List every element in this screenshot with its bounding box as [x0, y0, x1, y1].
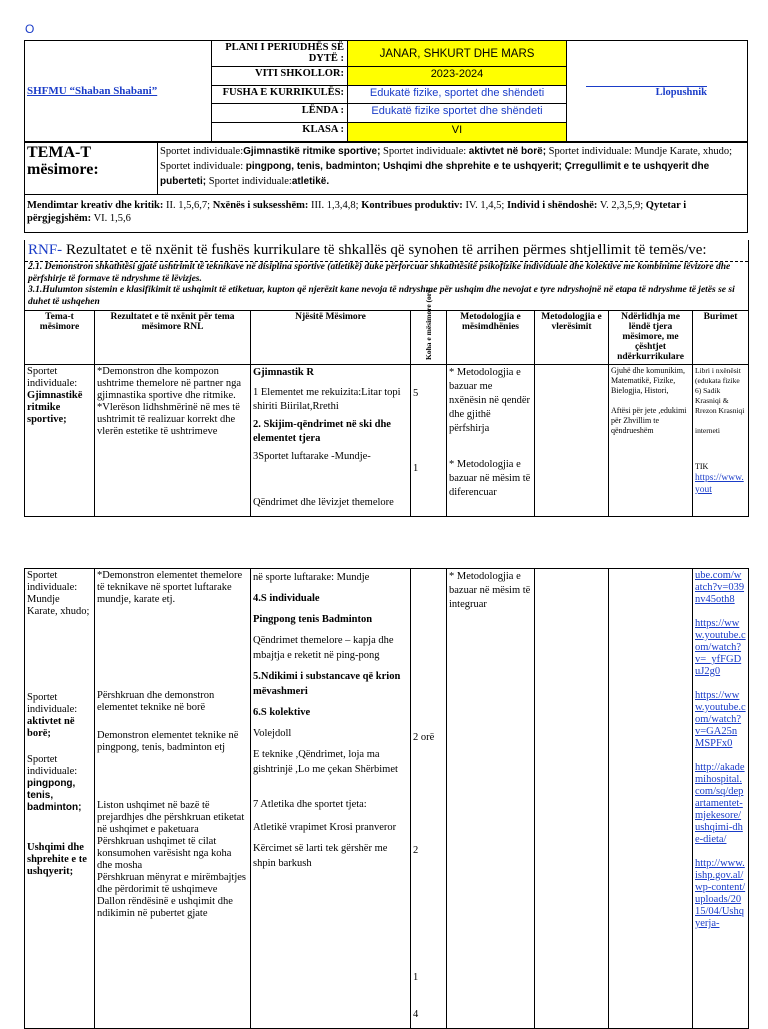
outcome-cell: *Demonstron dhe kompozon ushtrime themelore në partner nga gjimnastika sportive dhe ritmike. *Vlerëson lidhshmërinë në mes të ushtrimit të realizuar korrekt dhe vlerën estetike të ushtrimeve: [95, 365, 251, 517]
unit-2: 1 Elementet me rekuizita:Litar topi shiriti Biirilat,Rrethi: [253, 387, 401, 412]
resource-internet: interneti: [695, 426, 720, 435]
resource-link-1[interactable]: ube.com/watch?v=039nv45oth8: [695, 570, 745, 605]
unit-2-5: 6.S kolektive: [253, 707, 311, 718]
theme-cell: [25, 569, 95, 1029]
header-table: [24, 40, 748, 142]
hours-2: 1: [413, 463, 419, 474]
year-value: 2023-2024: [348, 67, 567, 86]
theme-cell: [25, 365, 95, 517]
teaching-method-cell: [447, 569, 535, 1029]
year-label: VITI SHKOLLOR:: [212, 67, 348, 86]
resource-link-5[interactable]: http://www.ishp.gov.al/wp-content/uploads/2015/04/Ushqyerja-: [695, 858, 746, 929]
rnf-result-1: 2.1. Demonstron shkathtësi gjatë ushtrimit të teknikave në disiplina sportive (atletikë) duke përforcuar shkathtësitë psikofizike individuale dhe kolektive me kombinime lëvizore dhe përfshirje të formave të ndryshme të lëvizjes.: [28, 262, 731, 284]
comp-3-label: Kontribues produktiv:: [361, 200, 463, 211]
col-header-themes: Tema-t mësimore: [25, 311, 95, 365]
col-header-outcomes: Rezultatet e të nxënit për tema mësimore RNL: [95, 311, 251, 365]
assessment-cell: [535, 569, 609, 1029]
outcome-cell: [95, 569, 251, 1029]
table-row: [25, 365, 749, 517]
rnf-prefix: RNF-: [28, 242, 63, 258]
topic-1: Sportet individuale:: [160, 146, 244, 157]
unit-2-6: Volejdoll: [253, 728, 292, 739]
topic-5-bold: atletikë.: [291, 176, 330, 187]
cross-links-1: Gjuhë dhe komunikim, Matematikë, Fizike, Bielogjia, Histori,: [611, 366, 685, 395]
theme-2-1: Sportet individuale: Mundje Karate, xhudo;: [27, 570, 90, 617]
theme-2-2-name: aktivtet në borë;: [27, 716, 75, 739]
cross-links-cell: [609, 569, 693, 1029]
resources-cell: [693, 365, 749, 517]
location-link[interactable]: Llopushnik: [586, 86, 707, 98]
theme-2-2-label: Sportet individuale:: [27, 692, 78, 715]
plan-table-page2: [24, 568, 749, 1029]
units-cell: [251, 569, 411, 1029]
col-header-teaching-method: Metodologjia e mësimdhënies: [447, 311, 535, 365]
unit-2-10: Kërcimet së larti tek gërshër me shpin barkush: [253, 843, 388, 869]
comp-2-value: III. 1,3,4,8;: [311, 200, 359, 211]
unit-5: Qëndrimet dhe lëvizjet themelore: [253, 497, 394, 508]
topic-1-bold: Gjimnastikë ritmike sportive;: [243, 146, 381, 157]
rnf-result-2: 3.1.Hulumton sistemin e klasifikimit të ushqimit të etiketuar, kupton që njerëzit kane nevoja të ndryshme për ushqim dhe nevojat e tyre ndryshojnë në etapa të ndryshme të jetës se si duhet të ushqehen: [28, 285, 735, 307]
plan-value: JANAR, SHKURT DHE MARS: [348, 41, 567, 67]
rnf-text: Rezultatet e të nxënit të fushës kurrikulare të shkallës që synohen të arrihen përmes shtjellimit të temës/ve:: [65, 242, 707, 258]
theme-2-4-name: Ushqimi dhe shprehite e te ushqyerit;: [27, 842, 87, 877]
comp-5-label: Qytetar i përgjegjshëm:: [27, 200, 687, 224]
topics-label: TEMA-T mësimore:: [27, 144, 99, 178]
subject-label: LËNDA :: [212, 104, 348, 123]
unit-2-3: Qëndrimet themelore – kapja dhe mbajtja e reketit në ping-pong: [253, 635, 394, 661]
resource-link-3[interactable]: https://www.youtube.com/watch?v=GA25nMSPFx0: [695, 690, 746, 749]
comp-1-label: Mendimtar kreativ dhe kritik:: [27, 200, 164, 211]
plan-label: PLANI I PERIUDHËS SË DYTË :: [212, 41, 348, 67]
cross-links-cell: [609, 365, 693, 517]
class-label: KLASA :: [212, 123, 348, 142]
corner-mark: O: [25, 22, 35, 36]
comp-3-value: IV. 1,4,5;: [465, 200, 505, 211]
unit-2-4: 5.Ndikimi i substancave që krion mëvashmeri: [253, 671, 401, 697]
outcome-2-4: Liston ushqimet në bazë të prejardhjes dhe përshkruan etiketat në ushqimet e paketuara Përshkruan ushqimet të cilat konsumohen varësisht nga koha dhe mosha Përshkruan mënyrat e mirëmbajtjes dhe përdorimit të ushqimeve Dallon rëndësinë e ushqimit dhe ndikimin në pubertet gjate: [97, 800, 246, 919]
theme-label: Sportet individuale:: [27, 366, 78, 389]
subject-value: Edukatë fizike sportet dhe shëndeti: [348, 104, 567, 123]
resources-cell: [693, 569, 749, 1029]
class-value: VI: [348, 123, 567, 142]
topics-label-cell: [25, 143, 158, 195]
topic-2-bold: aktivtet në borë;: [468, 146, 547, 157]
theme-2-3-label: Sportet individuale:: [27, 754, 78, 777]
school-name-link[interactable]: SHFMU “Shaban Shabani”: [27, 85, 158, 97]
school-cell: [25, 41, 212, 142]
comp-2-label: Nxënës i suksesshëm:: [212, 200, 309, 211]
outcome-2-1: *Demonstron elementet themelore të teknikave në sportet luftarake mundje, karate etj.: [97, 570, 243, 605]
topics-table: [24, 142, 748, 233]
field-value: Edukatë fizike, sportet dhe shëndeti: [348, 85, 567, 104]
theme-name: Gjimnastikë ritmike sportive;: [27, 390, 83, 425]
method-1: * Metodologjia e bazuar me nxënësin në qendër dhe gjithë përfshirja: [449, 367, 531, 434]
col-header-units: Njësitë Mësimore: [251, 311, 411, 365]
hours-2-4: 4: [413, 1009, 419, 1020]
resource-link[interactable]: https://www.yout: [695, 473, 744, 495]
col-header-assessment-method: Metodologjia e vlerësimit: [535, 311, 609, 365]
rnf-heading: [25, 240, 748, 260]
comp-4-label: Individ i shëndoshë:: [506, 200, 598, 211]
units-cell: [251, 365, 411, 517]
field-label: FUSHA E KURRIKULËS:: [212, 85, 348, 104]
assessment-cell: [535, 365, 609, 517]
column-header-row: [25, 311, 749, 365]
comp-1-value: II. 1,5,6,7;: [166, 200, 211, 211]
table-row: [25, 569, 749, 1029]
resource-tik: TIK: [695, 462, 709, 471]
teaching-method-cell: [447, 365, 535, 517]
location-cell: [567, 41, 748, 142]
resource-book: Libri i nxënësit (edukata fizike 6) Sadik Krasniqi & Rrezon Krasniqi: [695, 366, 745, 415]
theme-2-3-name: pingpong, tenis, badminton;: [27, 778, 82, 813]
unit-1: Gjimnastik R: [253, 367, 314, 378]
unit-2-8: 7 Atletika dhe sportet tjeta:: [253, 799, 367, 810]
topic-5: Sportet individuale:: [208, 176, 292, 187]
col-header-hours-text: Koha e mësimore (orë: [423, 289, 433, 360]
competences-cell: [25, 195, 748, 233]
method-2-1: * Metodologjia e bazuar në mësim të integruar: [449, 571, 531, 610]
method-2: * Metodologjia e bazuar në mësim të diferencuar: [449, 459, 531, 498]
hours-cell: [411, 365, 447, 517]
col-header-resources: Burimet: [693, 311, 749, 365]
topic-3: Sportet individuale: Mundje Karate, xhudo;: [548, 146, 733, 157]
hours-2-1: 2 orë: [413, 732, 435, 743]
comp-4-value: V. 2,3,5,9;: [599, 200, 644, 211]
unit-2-1: 4.S individuale: [253, 593, 320, 604]
hours-cell: [411, 569, 447, 1029]
unit-3: 2. Skijim-qëndrimet në ski dhe elementet tjera: [253, 419, 391, 444]
unit-2-9: Atletikë vrapimet Krosi pranveror: [253, 822, 397, 833]
unit-2-7: E teknike ,Qëndrimet, loja ma gishtrinjë ,Lo me çekan Shërbimet: [253, 749, 398, 775]
topic-4: Sportet individuale:: [160, 161, 244, 172]
topic-4-bold: pingpong, tenis, badminton; Ushqimi dhe shprehite e te ushqyerit; Çrregullimit e te ushqyerit dhe puberteti;: [160, 161, 710, 187]
outcome-2-2: Përshkruan dhe demonstron elementet teknike në borë: [97, 690, 215, 713]
col-header-hours: [411, 289, 447, 365]
cross-links-2: Aftësi për jete ,edukimi për Zhvillim te qëndrueshëm: [611, 406, 687, 435]
resource-link-4[interactable]: http://akademihospital.com/sq/departamentet-mjekesore/ushqimi-dhe-dieta/: [695, 762, 745, 845]
topic-2: Sportet individuale:: [383, 146, 467, 157]
unit-2-0: në sporte luftarake: Mundje: [253, 572, 370, 583]
comp-5-value: VI. 1,5,6: [93, 213, 131, 224]
hours-1: 5: [413, 388, 419, 399]
hours-2-2: 2: [413, 845, 419, 856]
hours-2-3: 1: [413, 972, 419, 983]
outcome-2-3: Demonstron elementet teknike në pingpong, tenis, badminton etj: [97, 730, 239, 753]
unit-4: 3Sportet luftarake -Mundje-: [253, 451, 371, 462]
unit-2-2: Pingpong tenis Badminton: [253, 614, 373, 625]
resource-link-2[interactable]: https://www.youtube.com/watch?v=_yfFGDuJ2g0: [695, 618, 746, 677]
col-header-cross-links: Ndërlidhja me lëndë tjera mësimore, me çështjet ndërkurrikulare: [609, 311, 693, 365]
topics-text: [158, 143, 748, 195]
rnf-block: [24, 240, 749, 310]
